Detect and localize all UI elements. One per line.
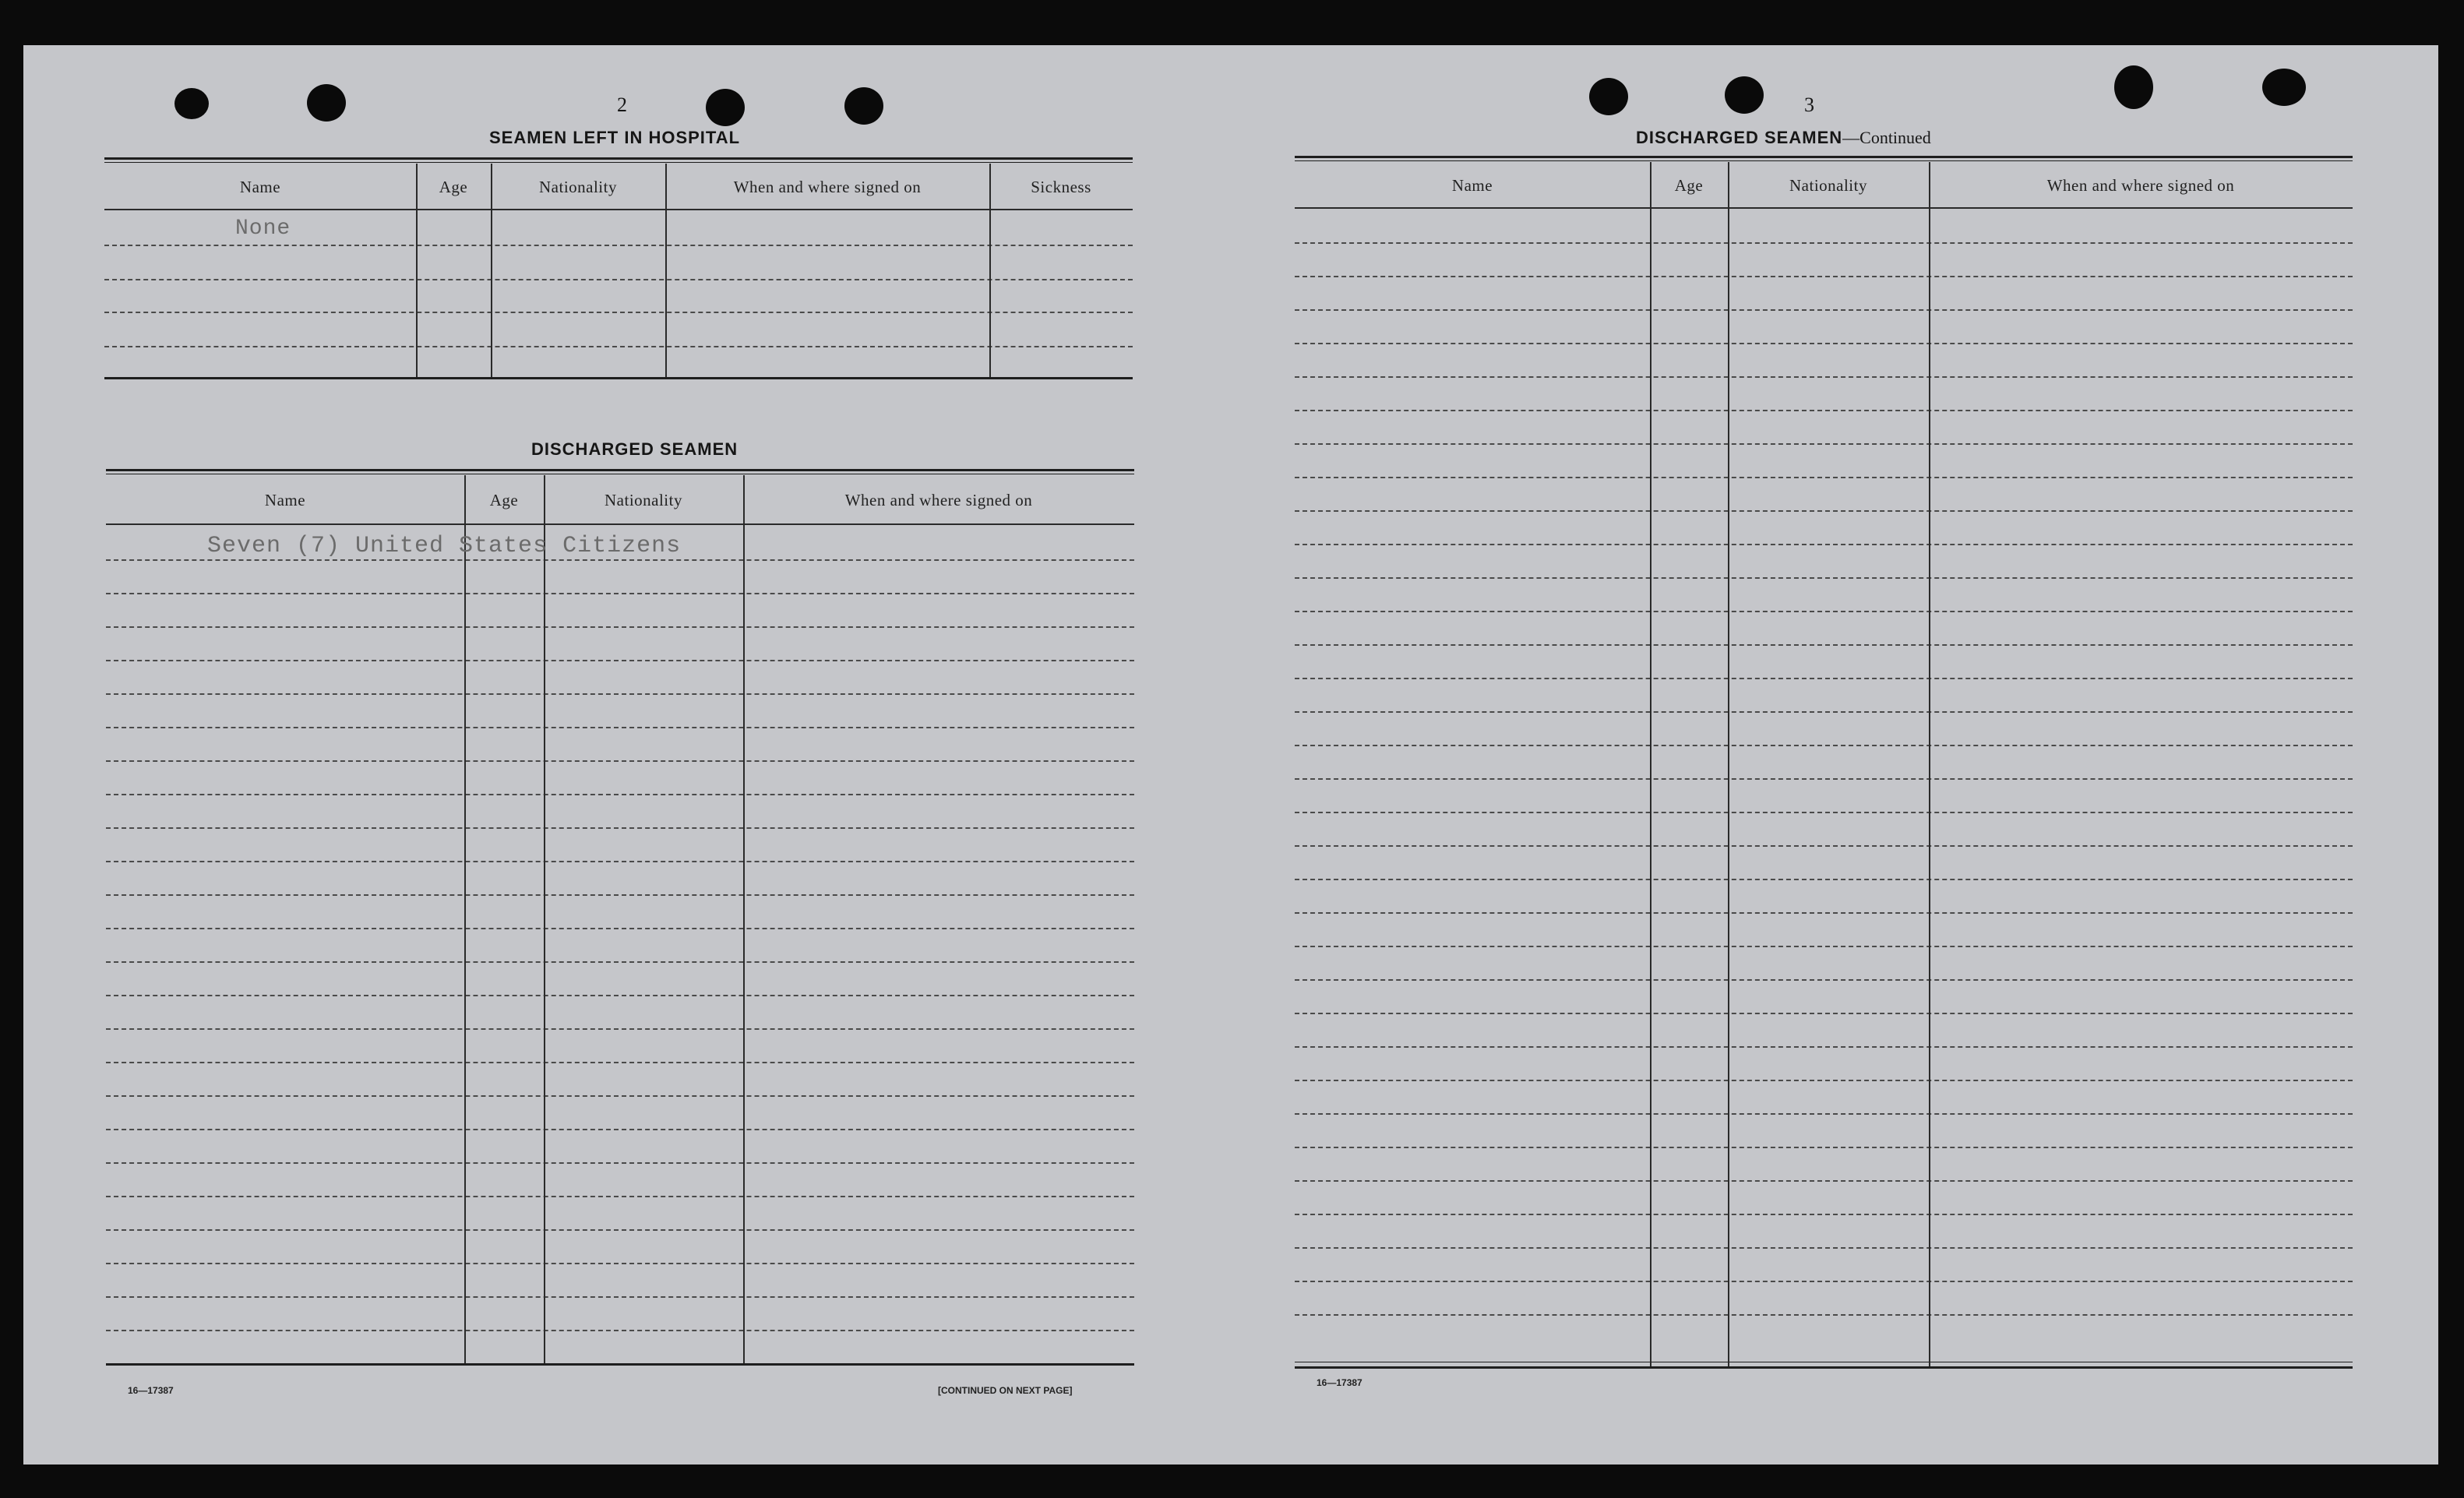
discharged-table-left [106,469,1134,1419]
form-number: 16—17387 [1317,1377,1362,1388]
column-header-nationality: Nationality [605,491,682,509]
hospital-table [104,157,1133,469]
punch-hole [706,89,745,126]
punch-hole [844,87,883,125]
column-header-signed-on: When and where signed on [2046,176,2235,195]
column-header-age: Age [489,491,519,509]
column-header-sickness: Sickness [1031,178,1091,196]
hospital-entry: None [235,217,291,241]
punch-hole [307,84,346,122]
continued-note: [CONTINUED ON NEXT PAGE] [938,1385,1073,1396]
column-header-nationality: Nationality [1789,176,1867,195]
column-header-nationality: Nationality [539,178,617,196]
column-header-age: Age [1674,176,1704,195]
column-header-signed-on: When and where signed on [733,178,922,196]
title-main: DISCHARGED SEAMEN [1636,128,1843,147]
discharged-section-title: DISCHARGED SEAMEN [531,439,738,459]
punch-hole [1589,78,1628,115]
page-number: 3 [1804,93,1814,116]
punch-hole [174,88,209,119]
title-continued: —Continued [1842,128,1931,147]
punch-hole [2262,69,2306,106]
page-number: 2 [617,93,627,116]
punch-hole [1725,76,1764,114]
column-header-name: Name [239,178,281,196]
form-number: 16—17387 [128,1385,174,1396]
discharged-table-right [1295,156,2353,1418]
discharged-continued-title [1636,128,1931,148]
hospital-section-title: SEAMEN LEFT IN HOSPITAL [489,128,741,147]
column-header-age: Age [439,178,468,196]
punch-hole [2114,65,2153,109]
column-header-name: Name [1451,176,1493,195]
column-header-name: Name [264,491,306,509]
form-sheet [23,45,2438,1465]
discharged-entry: Seven (7) United States Citizens [207,533,682,559]
column-header-signed-on: When and where signed on [844,491,1033,509]
